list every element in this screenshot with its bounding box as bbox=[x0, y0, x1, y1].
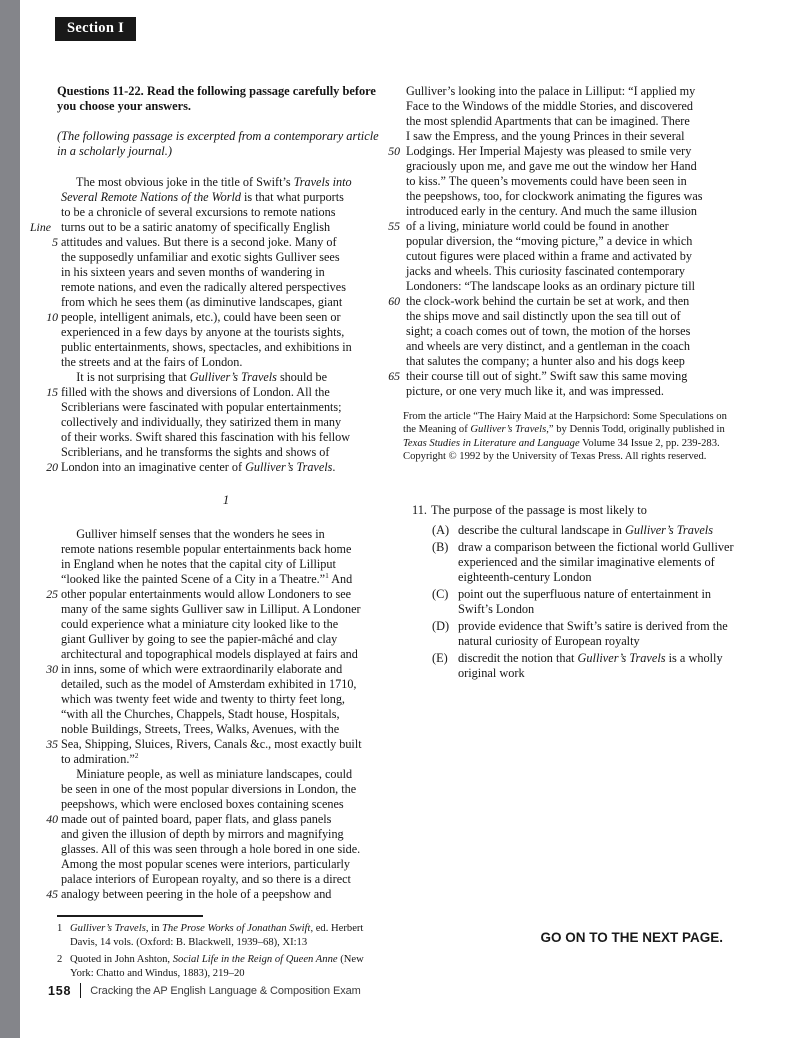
footnote-number: 2 bbox=[57, 954, 63, 965]
line-number: Line bbox=[30, 220, 51, 234]
passage-line-text: to be a chronicle of several excursions to remote nations bbox=[61, 205, 336, 219]
choice-letter: (A) bbox=[432, 523, 450, 537]
line-number: 35 bbox=[46, 737, 58, 751]
passage-line-text: peepshows, which were enclosed boxes containing scenes bbox=[61, 797, 344, 811]
passage-line-text: I saw the Empress, and the young Princes in their several bbox=[406, 129, 685, 143]
line-number bbox=[30, 707, 58, 722]
passage-line bbox=[372, 354, 703, 369]
line-number bbox=[372, 174, 400, 189]
passage-line bbox=[30, 752, 362, 767]
passage-line bbox=[372, 339, 703, 354]
passage-line-text: filled with the shows and diversions of London. All the bbox=[61, 385, 330, 399]
passage-line bbox=[30, 722, 362, 737]
passage-line bbox=[30, 280, 352, 295]
choice-letter: (C) bbox=[432, 587, 449, 601]
answer-choices bbox=[432, 523, 744, 681]
passage-line bbox=[372, 369, 703, 384]
line-number bbox=[372, 279, 400, 294]
passage-line bbox=[30, 767, 362, 782]
line-number bbox=[30, 175, 58, 190]
passage-line-text: to kiss.” The queen’s movements could have been seen in bbox=[406, 174, 687, 188]
line-number: 5 bbox=[52, 235, 58, 249]
passage-line bbox=[30, 385, 352, 400]
line-number: 40 bbox=[46, 812, 58, 826]
passage-left-column-part2 bbox=[30, 527, 362, 902]
passage-line-text: popular diversion, the “moving picture,” a device in which bbox=[406, 234, 693, 248]
line-number: 65 bbox=[388, 369, 400, 383]
passage-line bbox=[30, 220, 352, 235]
passage-line bbox=[30, 662, 362, 677]
line-number bbox=[30, 205, 58, 220]
passage-line bbox=[30, 175, 352, 190]
passage-line-text: Lodgings. Her Imperial Majesty was pleased to smile very bbox=[406, 144, 692, 158]
passage-right-column bbox=[372, 84, 703, 399]
passage-line-text: the most splendid Apartments that can be imagined. There bbox=[406, 114, 690, 128]
passage-line bbox=[30, 692, 362, 707]
passage-line-text: the peepshows, too, for clockwork animating the figures was bbox=[406, 189, 703, 203]
passage-line bbox=[30, 827, 362, 842]
passage-line-text: public entertainments, shows, spectacles, and exhibitions in bbox=[61, 340, 352, 354]
passage-line bbox=[372, 114, 703, 129]
passage-line bbox=[30, 460, 352, 475]
passage-line bbox=[30, 707, 362, 722]
line-number bbox=[30, 250, 58, 265]
line-number bbox=[372, 234, 400, 249]
answer-choice-d bbox=[432, 619, 744, 649]
line-number bbox=[30, 542, 58, 557]
passage-line-text: in his sixteen years and seven months of wandering in bbox=[61, 265, 325, 279]
passage-line-text: The most obvious joke in the title of Swift’s Travels into bbox=[61, 175, 352, 189]
line-number bbox=[30, 797, 58, 812]
line-number bbox=[30, 647, 58, 662]
choice-text: provide evidence that Swift’s satire is derived from the natural curiosity of European royalty bbox=[458, 619, 728, 648]
passage-line bbox=[30, 872, 362, 887]
line-number bbox=[372, 99, 400, 114]
passage-line-text: picture, or one very much like it, and was impressed. bbox=[406, 384, 664, 398]
passage-line-text: Face to the Windows of the middle Stories, and discovered bbox=[406, 99, 693, 113]
passage-line-text: Miniature people, as well as miniature landscapes, could bbox=[61, 767, 353, 781]
question-stem: The purpose of the passage is most likely to bbox=[431, 503, 647, 517]
passage-line-text: their course till out of sight.” Swift saw this same moving bbox=[406, 369, 688, 383]
passage-line-text: the streets and at the fairs of London. bbox=[61, 355, 243, 369]
passage-attribution: From the article “The Hairy Maid at the Harpsichord: Some Speculations on the Meaning of Gulliver’s Travels,” by Dennis Todd, originally published in Texas Studies in Literature and Language Volume 34 Issue 2, pp. 239-283. Copyright © 1992 by the University of Texas Press. All rights reserved. bbox=[403, 411, 727, 463]
line-number bbox=[372, 114, 400, 129]
passage-line-text: many of the same sights Gulliver saw in Lilliput. A Londoner bbox=[61, 602, 361, 616]
passage-line bbox=[30, 325, 352, 340]
passage-line bbox=[30, 647, 362, 662]
line-number bbox=[30, 445, 58, 460]
passage-line bbox=[30, 857, 362, 872]
passage-line-text: that salutes the company; a hunter also and his dogs keep bbox=[406, 354, 685, 368]
passage-line-text: the ships move and sail distinctly upon the sea till out of bbox=[406, 309, 681, 323]
line-number: 30 bbox=[46, 662, 58, 676]
passage-line bbox=[30, 295, 352, 310]
passage-line bbox=[30, 587, 362, 602]
line-number bbox=[30, 782, 58, 797]
passage-line-text: detailed, such as the model of Amsterdam exhibited in 1710, bbox=[61, 677, 357, 691]
line-number bbox=[30, 295, 58, 310]
line-number bbox=[30, 752, 58, 767]
passage-line bbox=[372, 144, 703, 159]
passage-line bbox=[372, 189, 703, 204]
line-number bbox=[372, 249, 400, 264]
footer-divider bbox=[80, 983, 81, 998]
line-number: 60 bbox=[388, 294, 400, 308]
answer-choice-a bbox=[432, 523, 744, 538]
passage-line-text: Gulliver’s looking into the palace in Lilliput: “I applied my bbox=[406, 84, 696, 98]
footnote-number: 1 bbox=[57, 923, 63, 934]
passage-line bbox=[30, 572, 362, 587]
passage-line-text: It is not surprising that Gulliver’s Travels should be bbox=[61, 370, 327, 384]
line-number bbox=[30, 370, 58, 385]
passage-line-text: Scriblerians were fascinated with popular entertainments; bbox=[61, 400, 342, 414]
line-number bbox=[30, 190, 58, 205]
passage-line bbox=[372, 264, 703, 279]
passage-line-text: the clock-work behind the curtain be set at work, and then bbox=[406, 294, 690, 308]
line-number bbox=[30, 722, 58, 737]
passage-line bbox=[372, 204, 703, 219]
passage-line-text: and given the illusion of depth by mirrors and magnifying bbox=[61, 827, 344, 841]
footnote-text: Quoted in John Ashton, Social Life in the Reign of Queen Anne (New York: Chatto and Windus, 1883), 219–20 bbox=[70, 954, 364, 979]
answer-choice-b bbox=[432, 540, 744, 585]
passage-line-text: remote nations resemble popular entertainments back home bbox=[61, 542, 352, 556]
line-number bbox=[30, 602, 58, 617]
passage-line-text: Several Remote Nations of the World is that what purports bbox=[61, 190, 344, 204]
line-number: 10 bbox=[46, 310, 58, 324]
line-number bbox=[372, 189, 400, 204]
passage-line bbox=[30, 632, 362, 647]
line-number bbox=[30, 265, 58, 280]
passage-line bbox=[30, 190, 352, 205]
question-stem-row bbox=[412, 503, 744, 518]
passage-line-text: people, intelligent animals, etc.), could have been seen or bbox=[61, 310, 341, 324]
passage-line bbox=[372, 309, 703, 324]
line-number: 55 bbox=[388, 219, 400, 233]
passage-line-text: glasses. All of this was seen through a hole bored in one side. bbox=[61, 842, 361, 856]
passage-line bbox=[30, 250, 352, 265]
passage-line bbox=[30, 527, 362, 542]
passage-line bbox=[30, 797, 362, 812]
line-number bbox=[30, 325, 58, 340]
passage-line bbox=[30, 617, 362, 632]
book-title: Cracking the AP English Language & Composition Exam bbox=[90, 984, 361, 997]
line-number bbox=[30, 415, 58, 430]
passage-line bbox=[372, 159, 703, 174]
line-number bbox=[30, 430, 58, 445]
passage-line-text: of their works. Swift shared this fascination with his fellow bbox=[61, 430, 351, 444]
line-number bbox=[30, 827, 58, 842]
passage-line-text: jacks and wheels. This curiosity fascinated contemporary bbox=[406, 264, 685, 278]
line-number bbox=[372, 159, 400, 174]
line-number bbox=[372, 264, 400, 279]
passage-line-text: experienced in a few days by anyone at the tourists sights, bbox=[61, 325, 345, 339]
passage-source-note: (The following passage is excerpted from a contemporary article in a scholarly journal.) bbox=[57, 129, 379, 158]
passage-line bbox=[30, 235, 352, 250]
page-footer bbox=[48, 983, 361, 998]
line-number bbox=[372, 339, 400, 354]
passage-line-text: from which he sees them (as diminutive landscapes, giant bbox=[61, 295, 343, 309]
passage-line-text: in inns, some of which were extraordinarily elaborate and bbox=[61, 662, 343, 676]
page-number: 158 bbox=[48, 983, 72, 998]
passage-line-text: noble Buildings, Streets, Trees, Walks, Avenues, with the bbox=[61, 722, 340, 736]
passage-line-text: remote nations, and even the radically altered perspectives bbox=[61, 280, 346, 294]
passage-line bbox=[30, 310, 352, 325]
passage-line bbox=[30, 205, 352, 220]
passage-line bbox=[30, 265, 352, 280]
line-number bbox=[372, 204, 400, 219]
line-number bbox=[30, 857, 58, 872]
line-number: 20 bbox=[46, 460, 58, 474]
passage-line-text: analogy between peering in the hole of a peepshow and bbox=[61, 887, 332, 901]
line-number bbox=[30, 527, 58, 542]
passage-line bbox=[30, 370, 352, 385]
choice-letter: (B) bbox=[432, 540, 449, 554]
passage-line-text: which was twenty feet wide and twenty to thirty feet long, bbox=[61, 692, 345, 706]
passage-line-text: turns out to be a satiric anatomy of specifically English bbox=[61, 220, 331, 234]
passage-line-text: in England when he notes that the capital city of Lilliput bbox=[61, 557, 336, 571]
passage-line bbox=[372, 84, 703, 99]
line-number bbox=[30, 842, 58, 857]
passage-line-text: Londoners: “The landscape looks as an ordinary picture till bbox=[406, 279, 696, 293]
passage-line bbox=[30, 737, 362, 752]
line-number bbox=[30, 355, 58, 370]
passage-line bbox=[372, 174, 703, 189]
passage-line bbox=[372, 99, 703, 114]
passage-line bbox=[30, 812, 362, 827]
passage-line bbox=[372, 294, 703, 309]
line-number bbox=[30, 557, 58, 572]
page-gutter-strip bbox=[0, 0, 20, 1038]
go-on-instruction: GO ON TO THE NEXT PAGE. bbox=[540, 930, 723, 945]
passage-line-text: Sea, Shipping, Sluices, Rivers, Canals &c., most exactly built bbox=[61, 737, 362, 751]
footnote-rule bbox=[57, 915, 203, 917]
footnote-1 bbox=[57, 922, 377, 950]
passage-line-text: introduced early in the century. And much the same illusion bbox=[406, 204, 697, 218]
passage-line-text: attitudes and values. But there is a second joke. Many of bbox=[61, 235, 337, 249]
line-number bbox=[372, 324, 400, 339]
footnote-text: Gulliver’s Travels, in The Prose Works of Jonathan Swift, ed. Herbert Davis, 14 vols. (Oxford: B. Blackwell, 1939–68), XI:13 bbox=[70, 923, 364, 948]
passage-line bbox=[30, 887, 362, 902]
passage-line-text: made out of painted board, paper flats, and glass panels bbox=[61, 812, 332, 826]
passage-line-text: palace interiors of European royalty, and so there is a direct bbox=[61, 872, 351, 886]
passage-line-text: Gulliver himself senses that the wonders he sees in bbox=[61, 527, 325, 541]
choice-text: discredit the notion that Gulliver’s Travels is a wholly original work bbox=[458, 651, 723, 680]
choice-text: draw a comparison between the fictional world Gulliver experienced and the similar imaginative elements of eighteenth-century London bbox=[458, 540, 734, 584]
passage-line-text: graciously upon me, and gave me out the window her Hand bbox=[406, 159, 697, 173]
passage-line-text: other popular entertainments would allow Londoners to see bbox=[61, 587, 352, 601]
passage-line-text: “with all the Churches, Chappels, Stadt house, Hospitals, bbox=[61, 707, 340, 721]
passage-line bbox=[372, 219, 703, 234]
passage-line bbox=[372, 249, 703, 264]
question-range-instructions: Questions 11-22. Read the following passage carefully before you choose your answers. bbox=[57, 84, 376, 113]
line-number bbox=[30, 617, 58, 632]
passage-section-divider: 1 bbox=[222, 493, 230, 507]
passage-line bbox=[372, 324, 703, 339]
footnote-2 bbox=[57, 953, 377, 981]
passage-line bbox=[30, 355, 352, 370]
line-number bbox=[372, 129, 400, 144]
line-number: 25 bbox=[46, 587, 58, 601]
line-number bbox=[372, 84, 400, 99]
passage-line bbox=[30, 445, 352, 460]
choice-letter: (D) bbox=[432, 619, 450, 633]
answer-choice-c bbox=[432, 587, 744, 617]
question-11 bbox=[412, 503, 744, 683]
passage-line bbox=[30, 430, 352, 445]
line-number: 50 bbox=[388, 144, 400, 158]
passage-line-text: architectural and topographical models displayed at fairs and bbox=[61, 647, 358, 661]
line-number: 15 bbox=[46, 385, 58, 399]
passage-line bbox=[30, 842, 362, 857]
passage-line bbox=[30, 415, 352, 430]
passage-line bbox=[30, 677, 362, 692]
choice-letter: (E) bbox=[432, 651, 448, 665]
line-number bbox=[30, 340, 58, 355]
choice-text: point out the superfluous nature of entertainment in Swift’s London bbox=[458, 587, 712, 616]
passage-line bbox=[372, 129, 703, 144]
passage-left-column-part1 bbox=[30, 175, 352, 475]
passage-line-text: Among the most popular scenes were interiors, particularly bbox=[61, 857, 351, 871]
line-number bbox=[30, 767, 58, 782]
passage-line bbox=[30, 340, 352, 355]
passage-line-text: of a living, miniature world could be found in another bbox=[406, 219, 669, 233]
passage-line-text: giant Gulliver by going to see the papier-mâché and clay bbox=[61, 632, 338, 646]
line-number bbox=[30, 677, 58, 692]
passage-line bbox=[372, 384, 703, 399]
line-number bbox=[372, 309, 400, 324]
passage-line-text: to admiration.”$^2$ bbox=[61, 750, 139, 766]
line-number bbox=[30, 400, 58, 415]
passage-line-text: cutout figures were placed within a frame and activated by bbox=[406, 249, 692, 263]
line-number: 45 bbox=[46, 887, 58, 901]
choice-text: describe the cultural landscape in Gulliver’s Travels bbox=[458, 523, 713, 537]
passage-line-text: be seen in one of the most popular diversions in London, the bbox=[61, 782, 357, 796]
passage-line-text: London into an imaginative center of Gulliver’s Travels. bbox=[61, 460, 336, 474]
line-number bbox=[30, 872, 58, 887]
passage-line bbox=[30, 782, 362, 797]
line-number bbox=[30, 280, 58, 295]
passage-line bbox=[372, 234, 703, 249]
passage-line bbox=[30, 602, 362, 617]
passage-line bbox=[30, 557, 362, 572]
passage-line-text: sight; a coach comes out of town, the motion of the horses bbox=[406, 324, 691, 338]
line-number bbox=[372, 384, 400, 399]
line-number bbox=[30, 572, 58, 587]
passage-line-text: Scriblerians, and he transforms the sights and shows of bbox=[61, 445, 330, 459]
passage-line-text: the supposedly unfamiliar and exotic sights Gulliver sees bbox=[61, 250, 340, 264]
section-header-badge: Section I bbox=[55, 17, 136, 41]
passage-line-text: and wheels are very distinct, and a gentleman in the coach bbox=[406, 339, 690, 353]
passage-line bbox=[30, 400, 352, 415]
line-number bbox=[30, 632, 58, 647]
answer-choice-e bbox=[432, 651, 744, 681]
passage-line bbox=[30, 542, 362, 557]
line-number bbox=[30, 692, 58, 707]
passage-line-text: collectively and individually, they satirized them in many bbox=[61, 415, 342, 429]
passage-line-text: could experience what a miniature city looked like to the bbox=[61, 617, 339, 631]
passage-line bbox=[372, 279, 703, 294]
question-number: 11. bbox=[412, 503, 427, 517]
passage-line-text: “looked like the painted Scene of a City in a Theatre.”$^1$ And bbox=[61, 570, 353, 586]
line-number bbox=[372, 354, 400, 369]
